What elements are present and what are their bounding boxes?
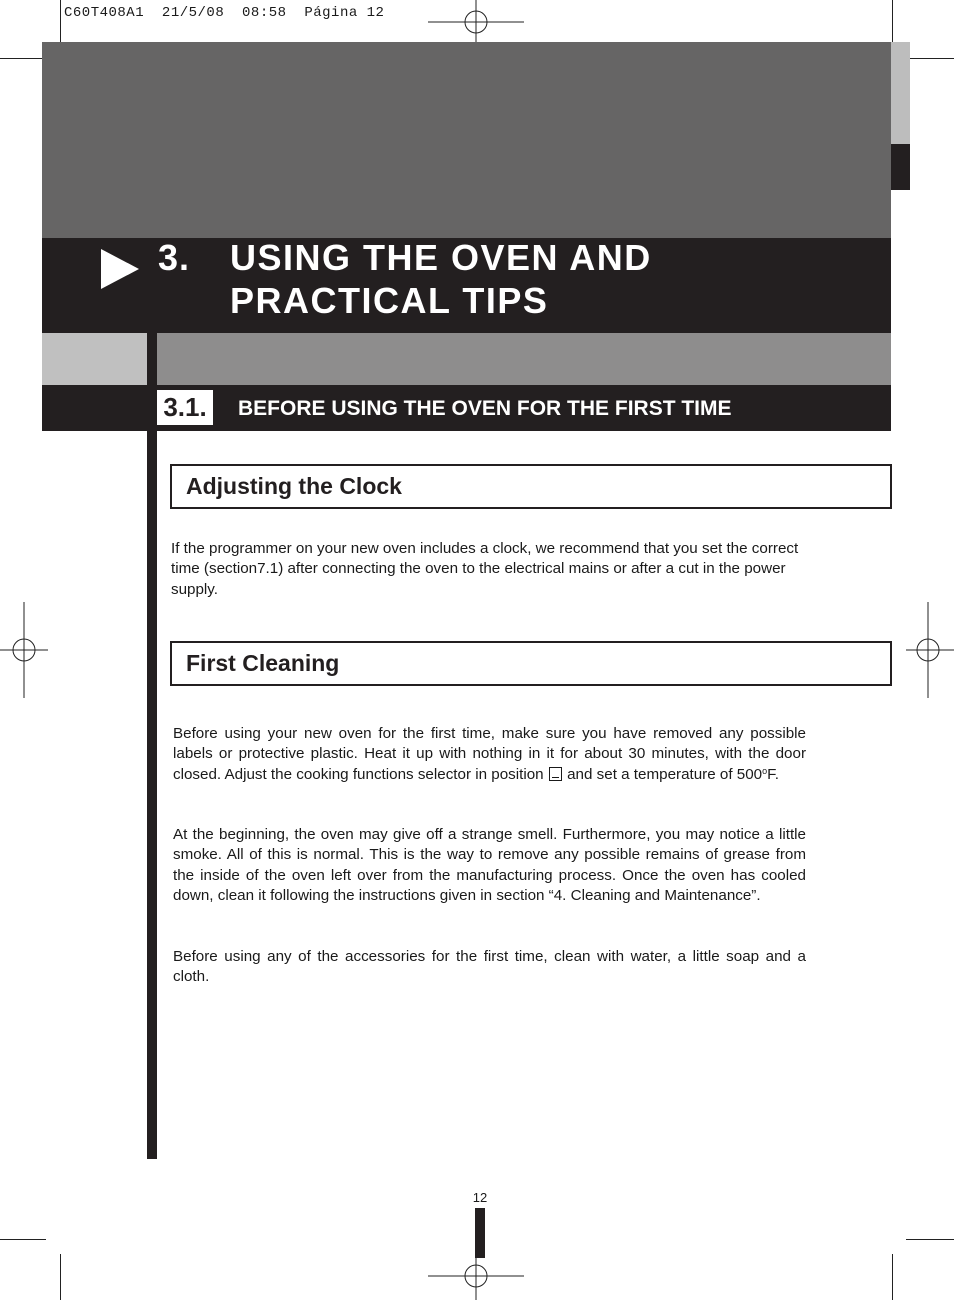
paragraph-first-cleaning-2: At the beginning, the oven may give off a strange smell. Furthermore, you may notice a little smoke. All of this is normal. This is the way to remove any possible remains of grease from the inside of the oven left over from the manufacturing process. Once the oven has cooled down, clean it following the instructions given in section “4. Cleaning and Maintenance”. — [173, 826, 806, 904]
bottom-heat-icon — [549, 767, 562, 781]
degree-sign: o — [762, 765, 768, 776]
grey-block-left — [42, 333, 147, 385]
registration-mark-left — [0, 602, 48, 698]
paragraph-clock: If the programmer on your new oven includes a clock, we recommend that you set the correct time (section7.1) after connecting the oven to the electrical mains or after a cut in the power supply. — [171, 540, 799, 598]
registration-mark-right — [906, 602, 954, 698]
header-band — [42, 42, 891, 238]
section-number: 3.1. — [157, 390, 213, 425]
paragraph-first-cleaning-1 — [173, 724, 806, 785]
grey-band — [157, 333, 891, 385]
page-marker-bar — [475, 1208, 485, 1258]
paragraph-1-text-c: F. — [767, 765, 779, 783]
paragraph-first-cleaning-3: Before using any of the accessories for the first time, clean with water, a little soap and a cloth. — [173, 948, 806, 986]
chapter-number: 3. — [158, 237, 191, 278]
heading-first-cleaning: First Cleaning — [186, 650, 340, 676]
paragraph-1-text-b: and set a temperature of 500 — [567, 765, 763, 783]
heading-box-adjusting-clock — [170, 464, 892, 509]
registration-mark-bottom — [428, 1254, 524, 1300]
thumb-tab-light — [891, 42, 910, 144]
print-header: C60T408A1 21/5/08 08:58 Página 12 — [64, 5, 385, 21]
margin-rule — [147, 333, 157, 1159]
paragraph-1-text-a: Before using your new oven for the first time, make sure you have removed any possible labels or protective plastic. Heat it up with nothing in it for about 30 minutes, with the door closed. Adjust the cooking functions selector in position — [173, 725, 806, 783]
page-number: 12 — [472, 1190, 488, 1205]
thumb-tab-dark — [891, 144, 910, 190]
registration-mark-top — [428, 0, 524, 46]
heading-box-first-cleaning — [170, 641, 892, 686]
chapter-title-line-2: PRACTICAL TIPS — [230, 280, 549, 321]
chapter-title-line-1: USING THE OVEN AND — [230, 237, 652, 278]
play-arrow-icon — [101, 249, 139, 289]
section-title: BEFORE USING THE OVEN FOR THE FIRST TIME — [238, 397, 732, 420]
heading-adjusting-clock: Adjusting the Clock — [186, 473, 402, 499]
